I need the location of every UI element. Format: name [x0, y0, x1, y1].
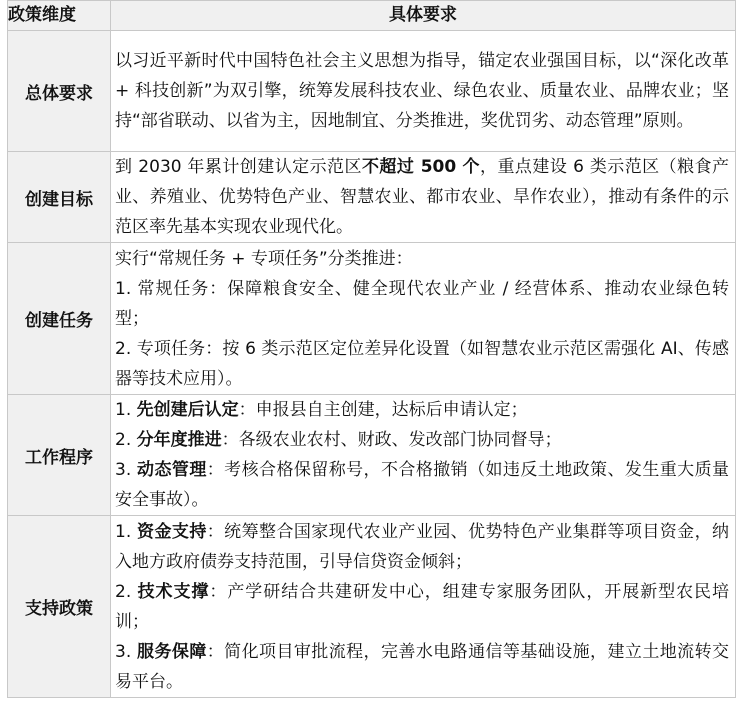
row-content-support — [111, 516, 736, 698]
item-text: ：统筹整合国家现代农业产业园、优势特色产业集群等项目资金，纳入地方政府债券支持范围，引导信贷资金倾斜； — [115, 521, 730, 572]
item-bold: 动态管理 — [137, 460, 207, 480]
item-bold: 资金支持 — [137, 521, 207, 542]
table-row — [8, 395, 736, 516]
item-text: ：产学研结合共建研发中心，组建专家服务团队，开展新型农民培训； — [115, 581, 730, 632]
item-bold: 服务保障 — [137, 641, 207, 662]
item-prefix: 3. — [115, 641, 138, 662]
content-line: 2. 专项任务：按 6 类示范区定位差异化设置（如智慧农业示范区需强化 AI、传感器等技术应用）。 — [115, 338, 729, 389]
content-text: ，重点建设 6 类示范区（粮食产业、养殖业、优势特色产业、智慧农业、都市农业、旱作农业），推动有条件的示范区率先基本实现农业现代化。 — [115, 157, 729, 237]
content-text: 到 2030 年累计创建认定示范区 — [115, 157, 362, 177]
table-row — [8, 31, 736, 152]
row-dimension-goal: 创建目标 — [8, 152, 111, 243]
item-prefix: 1. — [115, 400, 137, 420]
header-dimension: 政策维度 — [8, 1, 111, 31]
item-bold: 分年度推进 — [136, 430, 222, 450]
item-text: ：考核合格保留称号，不合格撤销（如违反土地政策、发生重大质量安全事故）。 — [115, 460, 730, 510]
header-requirements: 具体要求 — [111, 1, 736, 31]
content-item — [115, 517, 729, 577]
content-line: 实行“常规任务 + 专项任务”分类推进： — [115, 248, 413, 269]
table-row — [8, 516, 736, 698]
policy-table — [7, 0, 736, 698]
content-item — [115, 637, 729, 697]
row-content-tasks — [111, 243, 736, 395]
content-line: 1. 常规任务：保障粮食安全、健全现代农业产业 / 经营体系、推动农业绿色转型； — [115, 278, 729, 329]
content-item — [115, 577, 729, 637]
item-text: ：简化项目审批流程，完善水电路通信等基础设施，建立土地流转交易平台。 — [115, 641, 730, 692]
row-dimension-overall: 总体要求 — [8, 31, 111, 152]
item-bold: 先创建后认定 — [136, 400, 239, 420]
item-bold: 技术支撑 — [137, 581, 210, 602]
row-dimension-procedure: 工作程序 — [8, 395, 111, 516]
row-content-procedure — [111, 395, 736, 516]
item-prefix: 1. — [115, 521, 138, 542]
content-bold: 不超过 500 个 — [361, 157, 481, 177]
item-text: ：申报县自主创建，达标后申请认定； — [238, 400, 528, 420]
item-text: ：各级农业农村、财政、发改部门协同督导； — [221, 430, 562, 450]
table-row — [8, 243, 736, 395]
table-header-row — [8, 1, 736, 31]
item-prefix: 2. — [115, 581, 138, 602]
row-dimension-tasks: 创建任务 — [8, 243, 111, 395]
item-prefix: 3. — [115, 460, 138, 480]
table-row — [8, 152, 736, 243]
content-item — [115, 455, 729, 515]
content-text: 以习近平新时代中国特色社会主义思想为指导，锚定农业强国目标，以“深化改革 + 科技创新”为双引擎，统筹发展科技农业、绿色农业、质量农业、品牌农业；坚持“部省联动、以省为主，因地制宜、分类推进，奖优罚劣、动态管理”原则。 — [115, 51, 729, 131]
item-prefix: 2. — [115, 430, 137, 450]
content-paragraph — [115, 152, 729, 242]
row-content-goal — [111, 152, 736, 243]
content-item — [115, 395, 729, 425]
row-content-overall — [111, 31, 736, 152]
content-item — [115, 425, 729, 455]
row-dimension-support: 支持政策 — [8, 516, 111, 698]
